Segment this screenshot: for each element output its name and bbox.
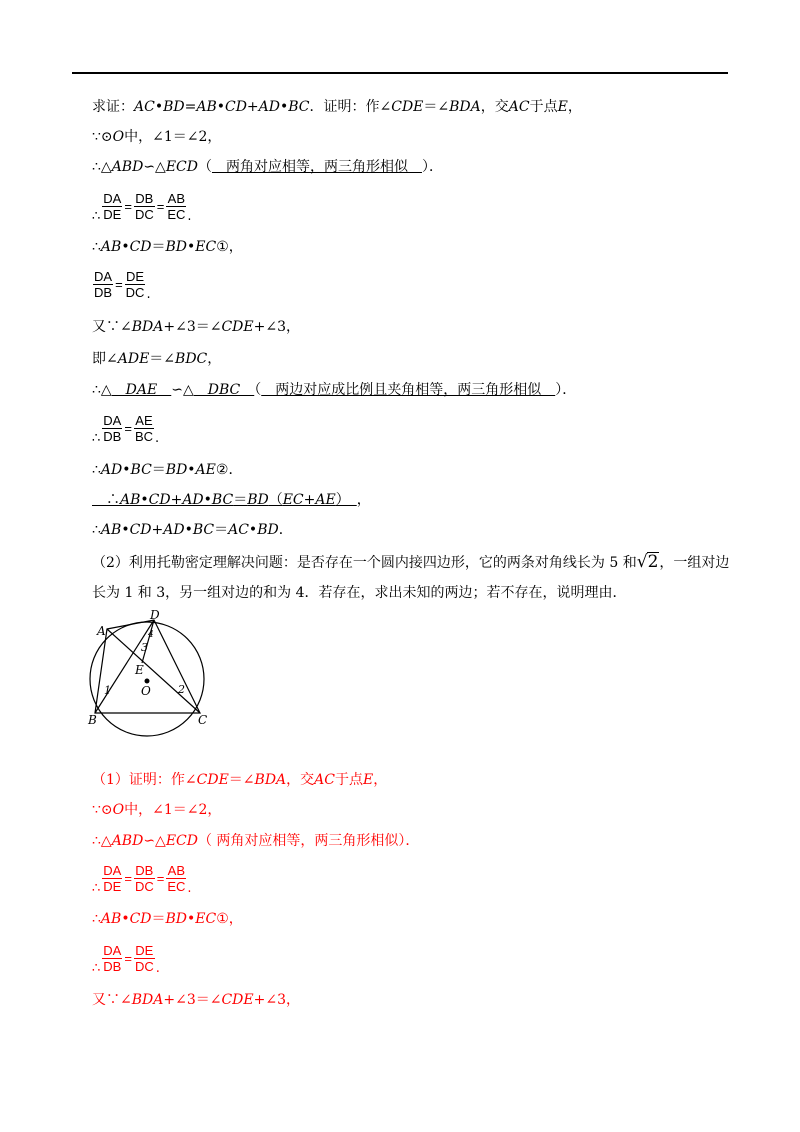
denominator: BC: [134, 428, 153, 444]
text: AB•CD+AD•BC: [100, 522, 215, 538]
equals-sign: =: [156, 198, 165, 214]
text: +∠3＝∠: [163, 992, 222, 1008]
text: CDE: [196, 772, 229, 788]
text: O: [112, 129, 125, 145]
text: ．: [228, 462, 243, 478]
header-rule: [72, 72, 728, 74]
fraction: [134, 413, 154, 444]
proof-line: [92, 350, 221, 368]
text: BD•EC: [165, 911, 217, 927]
text: ）．: [555, 382, 577, 398]
equals-sign: =: [124, 870, 132, 886]
fraction: [102, 863, 122, 894]
proof-line: [92, 521, 293, 539]
period: .: [155, 431, 160, 446]
text: +∠3＝∠: [163, 319, 222, 335]
text: +∠3，: [253, 319, 300, 335]
text: =: [184, 99, 197, 115]
text: （: [254, 382, 262, 398]
text: ．: [278, 522, 293, 538]
fraction: [134, 191, 155, 222]
denominator: DB: [94, 284, 113, 300]
proof-line: [92, 461, 242, 479]
numerator: DB: [135, 190, 154, 206]
text: ∴: [92, 522, 101, 538]
text: ∽△: [171, 382, 194, 398]
text: BDA: [449, 99, 481, 115]
text: BDC: [175, 351, 208, 367]
equals-sign: =: [156, 870, 165, 886]
denominator: EC: [167, 206, 186, 222]
text: ，: [228, 911, 243, 927]
text: AD•BC: [100, 462, 152, 478]
numerator: AE: [135, 412, 153, 428]
label-angle-2: 2: [178, 683, 185, 696]
denominator: DC: [134, 958, 154, 974]
answer-line: [92, 801, 221, 819]
therefore-symbol: ∴: [92, 961, 101, 976]
denominator: DC: [125, 284, 145, 300]
text: ECD: [165, 159, 198, 175]
fraction: [102, 191, 122, 222]
text: ，交: [286, 772, 315, 788]
circled-number: ②: [215, 462, 229, 478]
fraction: [134, 943, 155, 974]
fill-in-blank: DBC: [193, 382, 255, 398]
equals-sign: =: [115, 276, 123, 292]
text: O: [112, 802, 125, 818]
fraction: [93, 269, 113, 300]
text: ADE: [117, 351, 150, 367]
text: ＝: [151, 462, 166, 478]
text: BD•EC: [165, 239, 217, 255]
proof-line: [92, 238, 243, 256]
proof-line: [92, 128, 221, 146]
text: ，交: [480, 99, 509, 115]
period: .: [187, 209, 192, 224]
text: ∵⊙: [92, 129, 113, 145]
text: AB•CD: [100, 911, 152, 927]
answer-line: [92, 910, 243, 928]
text: ＝: [151, 911, 166, 927]
denominator: EC: [167, 878, 186, 894]
text: ．证明：作∠: [309, 99, 392, 115]
text: EC+AE: [282, 492, 336, 508]
circle-quadrilateral-figure: [86, 608, 216, 738]
text: ）．: [421, 159, 443, 175]
problem-2-line-1: [92, 552, 729, 572]
denominator: DE: [103, 206, 122, 222]
period: .: [146, 287, 151, 302]
text: BD•AE: [165, 462, 216, 478]
numerator: DA: [103, 862, 122, 878]
proof-line: [92, 158, 443, 176]
numerator: DB: [135, 862, 154, 878]
fraction: [102, 413, 122, 444]
text: ，一组对边: [659, 555, 730, 571]
answer-line: [92, 832, 419, 850]
text: ∴△: [92, 159, 112, 175]
text: BDA: [254, 772, 287, 788]
label-c: C: [198, 713, 208, 727]
numerator: DE: [135, 942, 154, 958]
answer-line: [92, 991, 300, 1009]
fraction-equation: [92, 860, 193, 896]
text: （ 两角对应相等，两三角形相似）．: [197, 833, 420, 849]
label-e: E: [135, 663, 144, 677]
text: （2）利用托勒密定理解决问题：是否存在一个圆内接四边形，它的两条对角线长为 5 和: [92, 555, 637, 571]
fraction-equation: [92, 940, 161, 976]
sqrt-symbol: √2: [636, 552, 659, 572]
text: E: [362, 772, 374, 788]
denominator: DC: [134, 206, 154, 222]
text: 又∵∠: [92, 319, 132, 335]
text: ，: [356, 492, 371, 508]
proof-line: [92, 491, 371, 509]
text: ＝: [233, 492, 248, 508]
fraction-equation: [92, 188, 193, 224]
text: BDA: [131, 319, 164, 335]
fraction-equation: [92, 266, 152, 302]
text: AC: [314, 772, 335, 788]
label-b: B: [88, 713, 97, 727]
text: 又∵∠: [92, 992, 132, 1008]
text: ∴: [92, 911, 101, 927]
text: AB•CD+AD•BC: [120, 492, 234, 508]
text: ABD: [111, 159, 144, 175]
fraction-equation: [92, 410, 160, 446]
text: 于点: [334, 772, 363, 788]
text: ECD: [165, 833, 198, 849]
fraction: [166, 863, 186, 894]
text: AB•CD: [100, 239, 152, 255]
text: （: [197, 159, 212, 175]
text: AC•BD: [134, 99, 185, 115]
text: AC: [508, 99, 530, 115]
circled-number: ①: [216, 239, 229, 255]
numerator: AB: [167, 862, 186, 878]
proof-line: [92, 381, 576, 399]
text: ∴△: [92, 833, 112, 849]
text: ＝∠: [149, 351, 176, 367]
fill-in-blank: 两边对应成比例且夹角相等，两三角形相似: [261, 382, 556, 398]
text: E: [557, 99, 568, 115]
text: ＝: [151, 239, 166, 255]
period: .: [155, 961, 160, 976]
text: BDA: [131, 992, 164, 1008]
radicand: 2: [647, 552, 659, 572]
therefore-symbol: ∴: [92, 431, 101, 446]
denominator: DB: [103, 428, 122, 444]
text: ，: [228, 239, 243, 255]
label-a: A: [97, 624, 106, 638]
fill-in-blank: 两角对应相等，两三角形相似: [211, 159, 422, 175]
text: 即∠: [92, 351, 118, 367]
text: 中，∠1＝∠2，: [124, 802, 222, 818]
fraction: [125, 269, 146, 300]
text: ∴: [92, 492, 120, 508]
text: 求证：: [92, 99, 134, 115]
text: ∵⊙: [92, 802, 113, 818]
text: CDE: [221, 992, 254, 1008]
label-angle-4: 4: [148, 630, 154, 640]
numerator: DE: [126, 268, 145, 284]
text: ∴: [92, 239, 101, 255]
fill-in-blank: DAE: [111, 382, 172, 398]
fraction: [166, 191, 186, 222]
text: 中，∠1＝∠2，: [124, 129, 222, 145]
text: CDE: [221, 319, 254, 335]
text: AB•CD+AD•BC: [196, 99, 310, 115]
text: ）: [335, 492, 357, 508]
text: ，: [373, 772, 388, 788]
text: ABD: [111, 833, 144, 849]
text: ，: [567, 99, 582, 115]
text: ∽△: [143, 159, 166, 175]
text: ＝: [214, 522, 229, 538]
text: ∽△: [143, 833, 166, 849]
text: 于点: [529, 99, 558, 115]
problem-2-line-2: 长为 1 和 3，另一组对边的和为 4．若存在，求出未知的两边；若不存在，说明理由．: [92, 585, 627, 601]
text: AC•BD: [228, 522, 279, 538]
numerator: AB: [167, 190, 186, 206]
text: ∴△: [92, 382, 112, 398]
label-d: D: [150, 608, 160, 622]
label-o: O: [141, 684, 151, 698]
therefore-symbol: ∴: [92, 209, 101, 224]
text: （1）证明：作∠: [92, 772, 197, 788]
text: CDE: [391, 99, 424, 115]
numerator: DA: [103, 942, 122, 958]
text: （: [268, 492, 283, 508]
label-angle-3: 3: [141, 641, 148, 654]
circled-number: ①: [216, 911, 229, 927]
text: ＝∠: [228, 772, 255, 788]
equals-sign: =: [124, 950, 132, 966]
numerator: DA: [94, 268, 113, 284]
text: ∴: [92, 462, 101, 478]
proof-statement-line: [92, 98, 582, 116]
text: BD: [247, 492, 269, 508]
text: ＝∠: [423, 99, 450, 115]
fraction: [134, 863, 155, 894]
center-point-o: [145, 679, 150, 684]
period: .: [187, 881, 192, 896]
equals-sign: =: [124, 420, 132, 436]
therefore-symbol: ∴: [92, 881, 101, 896]
denominator: DE: [103, 878, 122, 894]
proof-line: [92, 318, 300, 336]
fraction: [102, 943, 122, 974]
numerator: DA: [103, 190, 122, 206]
label-angle-1: 1: [104, 684, 111, 697]
numerator: DA: [103, 412, 122, 428]
answer-line: [92, 771, 387, 789]
text: +∠3，: [253, 992, 300, 1008]
denominator: DC: [134, 878, 154, 894]
text: ，: [207, 351, 222, 367]
equals-sign: =: [124, 198, 132, 214]
denominator: DB: [103, 958, 122, 974]
